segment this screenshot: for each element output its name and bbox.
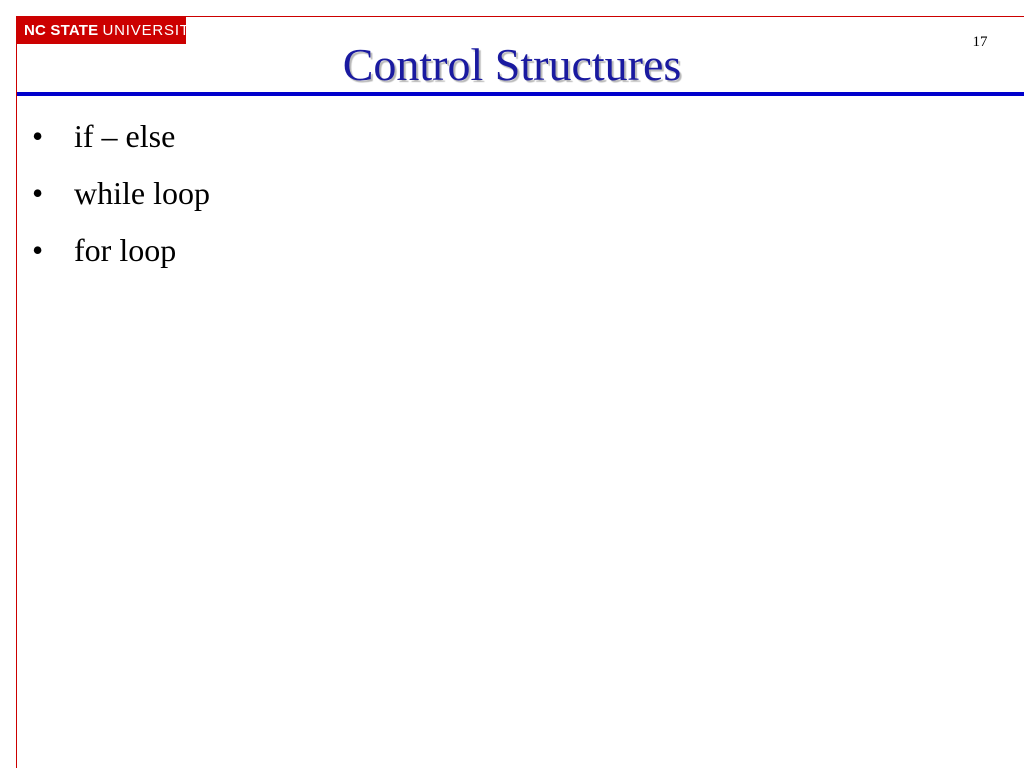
bullet-text: if – else — [74, 118, 176, 154]
red-frame-left — [16, 16, 17, 768]
title-divider — [17, 92, 1024, 96]
bullet-icon: • — [32, 232, 44, 268]
bullet-item — [28, 118, 210, 175]
bullet-icon: • — [32, 175, 44, 211]
bullet-list — [28, 118, 210, 289]
logo-light-text: UNIVERSITY — [102, 22, 201, 39]
bullet-icon: • — [32, 118, 44, 154]
bullet-item — [28, 232, 210, 289]
bullet-item — [28, 175, 210, 232]
logo-bold-text: NC STATE — [24, 22, 99, 39]
bullet-text: while loop — [74, 175, 210, 211]
bullet-text: for loop — [74, 232, 177, 268]
slide-number: 17 — [972, 34, 988, 50]
slide-title: Control Structures — [342, 39, 682, 90]
